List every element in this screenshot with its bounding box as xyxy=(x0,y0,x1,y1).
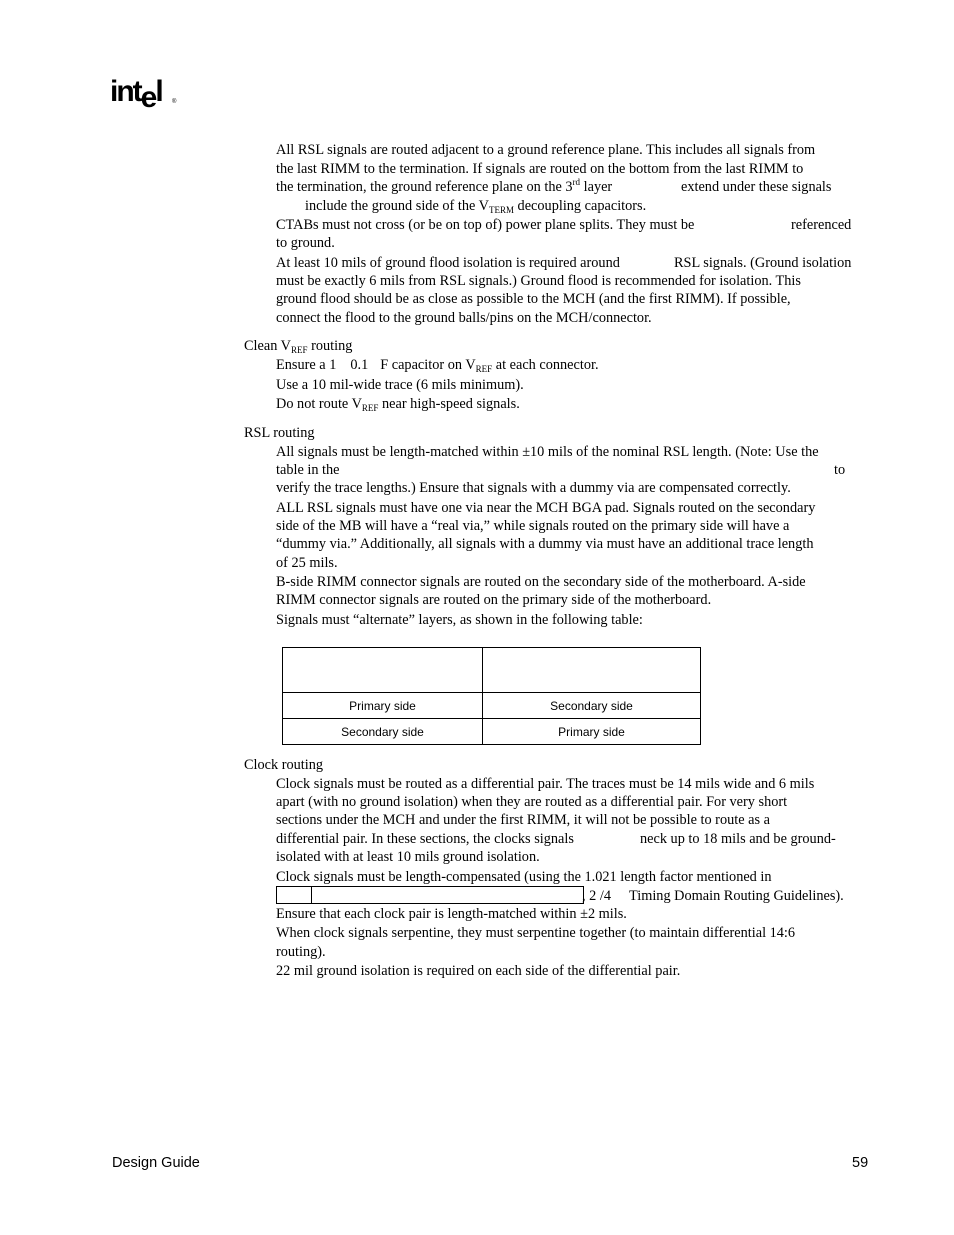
clock-line-9: When clock signals serpentine, they must serpentine together (to maintain differential 14:6 xyxy=(276,925,796,941)
footer-title: Design Guide xyxy=(112,1155,200,1171)
rsl-routing-line-10: Signals must “alternate” layers, as shown in the following table: xyxy=(276,612,643,628)
table-row xyxy=(283,693,701,719)
table-header-row xyxy=(283,648,701,693)
table-row xyxy=(283,719,701,745)
clock-line-11: 22 mil ground isolation is required on each side of the differential pair. xyxy=(276,963,681,979)
registered-mark: ® xyxy=(172,99,177,105)
cross-reference-divider xyxy=(311,886,312,904)
clock-line-1: Clock signals must be routed as a differential pair. The traces must be 14 mils wide and 6 mils xyxy=(276,776,815,792)
rsl-routing-line-2: table in the xyxy=(276,462,340,478)
table-cell: Secondary side xyxy=(483,693,701,719)
rsl-routing-line-1: All signals must be length-matched within ±10 mils of the nominal RSL length. (Note: Use the xyxy=(276,444,819,460)
clock-line-2: apart (with no ground isolation) when they are routed as a differential pair. For very short xyxy=(276,794,788,810)
rsl-ground-line-2: the last RIMM to the termination. If signals are routed on the bottom from the last RIMM to xyxy=(276,161,804,177)
rsl-routing-line-4: ALL RSL signals must have one via near the MCH BGA pad. Signals routed on the secondary xyxy=(276,500,816,516)
rsl-ground-line-3: the termination, the ground reference plane on the 3rd layer xyxy=(276,177,613,195)
table-cell: Primary side xyxy=(483,719,701,745)
rsl-ground-line-3-end: extend under these signals xyxy=(681,179,832,195)
clock-line-7-end: Timing Domain Routing Guidelines). xyxy=(629,888,844,904)
clock-line-8: Ensure that each clock pair is length-matched within ±2 mils. xyxy=(276,906,627,922)
clock-line-3: sections under the MCH and under the first RIMM, it will not be possible to route as a xyxy=(276,812,770,828)
vref-heading: Clean $V_{REF}$ routing xyxy=(244,338,353,355)
rsl-routing-line-8: B-side RIMM connector signals are routed on the secondary side of the motherboard. A-side xyxy=(276,574,806,590)
ctab-line-2: to ground. xyxy=(276,235,335,251)
clock-line-4-end: neck up to 18 mils and be ground- xyxy=(640,831,836,847)
isolation-line-1: At least 10 mils of ground flood isolation is required around xyxy=(276,255,620,271)
isolation-line-3: ground flood should be as close as possible to the MCH (and the first RIMM). If possible, xyxy=(276,291,791,307)
clock-routing-heading: Clock routing xyxy=(244,757,324,773)
isolation-line-4: connect the flood to the ground balls/pins on the MCH/connector. xyxy=(276,310,652,326)
clock-line-7: , 2 /4 xyxy=(582,888,611,904)
rsl-ground-line-1: All RSL signals are routed adjacent to a ground reference plane. This includes all signals from xyxy=(276,142,816,158)
rsl-routing-heading: RSL routing xyxy=(244,425,315,441)
rsl-routing-line-6: “dummy via.” Additionally, all signals with a dummy via must have an additional trace length xyxy=(276,536,814,552)
clock-line-4: differential pair. In these sections, the clocks signals xyxy=(276,831,574,847)
layer-alternation-table xyxy=(282,647,701,745)
isolation-line-2: must be exactly 6 mils from RSL signals.) Ground flood is recommended for isolation. This xyxy=(276,273,801,289)
rsl-routing-line-3: verify the trace lengths.) Ensure that signals with a dummy via are compensated correctly. xyxy=(276,480,791,496)
vref-item-2: Use a 10 mil-wide trace (6 mils minimum). xyxy=(276,377,524,393)
rsl-ground-line-4: include the ground side of the $V_{TERM}$ decoupling capacitors. xyxy=(305,198,647,215)
clock-line-6: Clock signals must be length-compensated (using the 1.021 length factor mentioned in xyxy=(276,869,772,885)
table-header-cell xyxy=(283,648,483,693)
table-cell: Primary side xyxy=(283,693,483,719)
isolation-line-1-end: RSL signals. (Ground isolation xyxy=(674,255,852,271)
rsl-routing-line-9: RIMM connector signals are routed on the primary side of the motherboard. xyxy=(276,592,712,608)
rsl-routing-line-2-end: to xyxy=(834,462,846,478)
clock-line-10: routing). xyxy=(276,944,326,960)
rsl-routing-line-7: of 25 mils. xyxy=(276,555,338,571)
cross-reference-link[interactable] xyxy=(276,886,584,904)
vref-item-1: Ensure a 1 0.1 F capacitor on $V_{REF}$ at each connector. xyxy=(276,357,599,374)
rsl-routing-line-5: side of the MB will have a “real via,” while signals routed on the primary side will have a xyxy=(276,518,790,534)
table-cell: Secondary side xyxy=(283,719,483,745)
intel-logo: intel xyxy=(110,75,162,114)
table-header-cell xyxy=(483,648,701,693)
ctab-line-1: CTABs must not cross (or be on top of) power plane splits. They must be xyxy=(276,217,695,233)
vref-item-3: Do not route $V_{REF}$ near high-speed signals. xyxy=(276,396,520,413)
page-number: 59 xyxy=(852,1155,869,1171)
clock-line-5: isolated with at least 10 mils ground isolation. xyxy=(276,849,540,865)
ctab-line-1-end: referenced xyxy=(791,217,852,233)
